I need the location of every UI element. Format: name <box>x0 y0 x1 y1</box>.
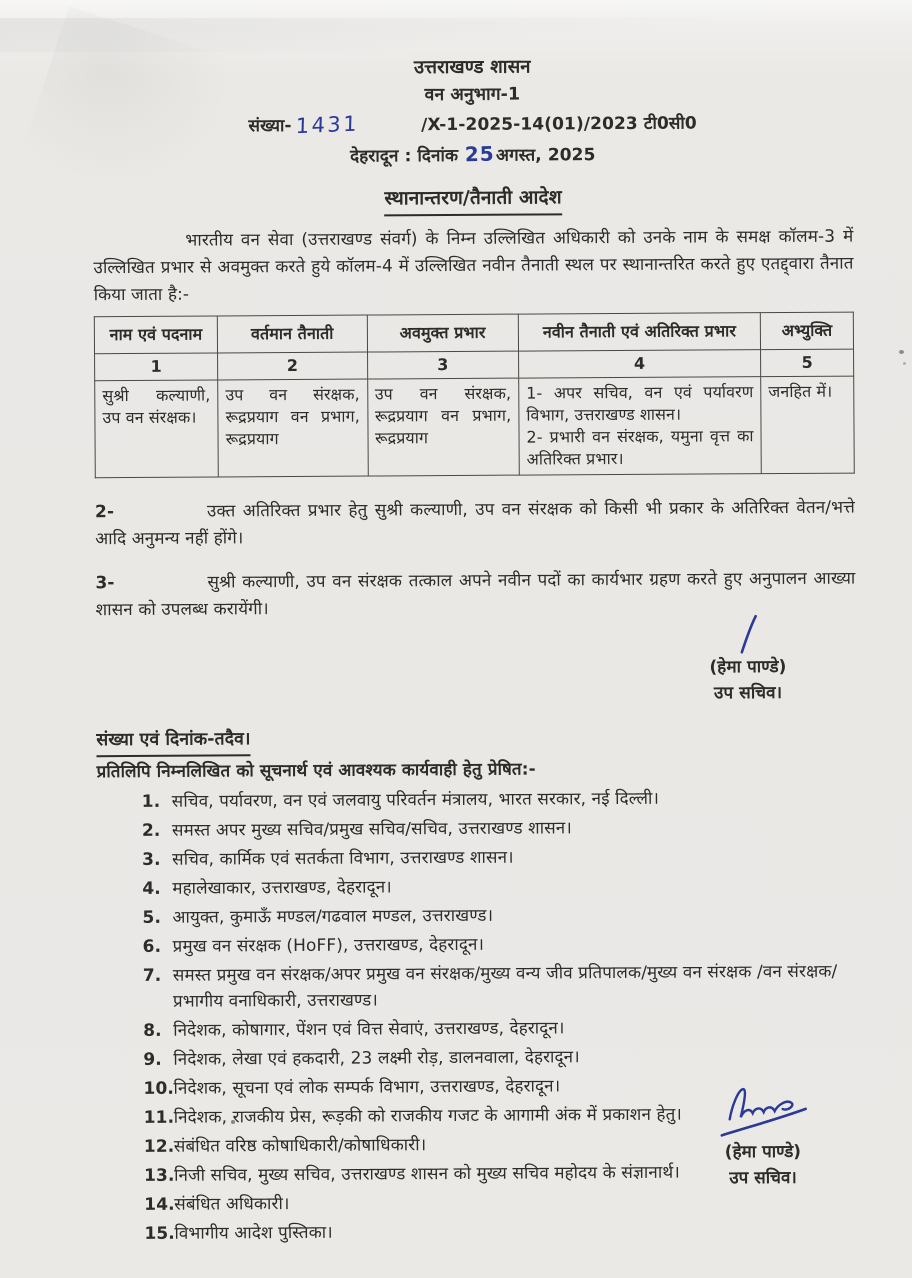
paragraph-2 <box>95 495 855 554</box>
paragraph-3-number: 3- <box>95 573 115 594</box>
cell-name-designation: सुश्री कल्याणी, उप वन संरक्षक। <box>95 380 219 478</box>
table-header-row <box>94 312 853 354</box>
item-text: निदेशक, कोषागार, पेंशन एवं वित्त सेवाएं, उत्तराखण्ड, देहरादून। <box>173 1018 565 1041</box>
item-number: 5. <box>142 907 162 928</box>
order-title-wrap <box>93 183 853 219</box>
paragraph-3-text: सुश्री कल्याणी, उप वन संरक्षक तत्काल अपने नवीन पदों का कार्यभार ग्रहण करते हुए अनुपालन आख्या शासन को उपलब्ध करायेंगी। <box>95 568 856 621</box>
item-number: 7. <box>142 965 162 986</box>
copy-section-intro: प्रतिलिपि निम्नलिखित को सूचनार्थ एवं आवश्यक कार्यवाही हेतु प्रेषित:- <box>96 759 536 783</box>
table-row <box>95 376 855 478</box>
list-item <box>98 1043 858 1074</box>
copy-section-heading-wrap <box>96 723 856 758</box>
col-header-name: नाम एवं पदनाम <box>94 316 217 354</box>
col-number: 3 <box>367 351 519 379</box>
cell-released-charge: उप वन संरक्षक, रूद्रप्रयाग वन प्रभाग, रूद्रप्रयाग <box>367 378 519 476</box>
letter-number-handwritten: 1431 <box>295 111 360 139</box>
list-item <box>98 1014 858 1045</box>
copy-section-heading: संख्या एवं दिनांक-तदैव। <box>96 726 250 757</box>
col-header-current-posting: वर्तमान तैनाती <box>217 315 367 353</box>
item-text: निदेशक, राजकीय प्रेस, रूड़की को राजकीय गजट के आगामी अंक में प्रकाशन हेतु। <box>173 1104 682 1128</box>
item-number: 8. <box>143 1020 162 1041</box>
item-text: विभागीय आदेश पुस्तिका। <box>174 1222 333 1244</box>
letter-number-line <box>93 107 853 143</box>
item-text: सचिव, पर्यावरण, वन एवं जलवायु परिवर्तन मंत्रालय, भारत सरकार, नई दिल्ली। <box>171 788 660 812</box>
list-item <box>98 959 858 1016</box>
item-text: निजी सचिव, मुख्य सचिव, उत्तराखण्ड शासन को मुख्य सचिव महोदय के संज्ञानार्थ। <box>173 1162 680 1186</box>
date-typed: अगस्त, 2025 <box>495 145 596 166</box>
col-header-new-posting: नवीन तैनाती एवं अतिरिक्त प्रभार <box>518 313 760 351</box>
list-item <box>97 785 857 816</box>
signatory-designation: उप सचिव। <box>729 1167 797 1189</box>
signatory-name: (हेमा पाण्डे) <box>724 1141 802 1163</box>
list-item <box>97 814 857 845</box>
list-item <box>97 872 857 903</box>
col-number: 2 <box>218 352 368 380</box>
item-number: 3. <box>142 849 161 870</box>
item-number: 11. <box>143 1107 175 1128</box>
col-number: 5 <box>761 349 854 377</box>
new-posting-entry-1: 1- अपर सचिव, वन एवं पर्यावरण विभाग, उत्तराखण्ड शासन। <box>526 382 754 425</box>
letter-number-label: संख्या- <box>248 115 292 137</box>
paragraph-2-text: उक्त अतिरिक्त प्रभार हेतु सुश्री कल्याणी, उप वन संरक्षक को किसी भी प्रकार के अतिरिक्त वेतन/भत्ते आदि अनुमन्य नहीं होंगे। <box>95 497 856 550</box>
col-number: 4 <box>518 350 760 378</box>
list-item <box>99 1217 859 1248</box>
signature-icon <box>708 1083 818 1140</box>
paragraph-2-number: 2- <box>94 502 115 523</box>
item-number: 12. <box>143 1136 175 1157</box>
item-text: निदेशक, सूचना एवं लोक सम्पर्क विभाग, उत्तराखण्ड, देहरादून। <box>173 1076 561 1099</box>
item-number: 2. <box>141 820 161 841</box>
item-text: आयुक्त, कुमाऊँ मण्डल/गढवाल मण्डल, उत्तराखण्ड। <box>172 905 494 928</box>
intro-paragraph: भारतीय वन सेवा (उत्तराखण्ड संवर्ग) के निम्न उल्लिखित अधिकारी को उनके नाम के समक्ष कॉलम-3 में उल्लिखित प्रभार से अवमुक्त करते हुये कॉलम-4 में उल्लिखित नवीन तैनाती स्थल पर स्थानान्तरित करते हुए एतद्द्वारा तैनात किया जाता है:- <box>93 226 854 306</box>
cell-current-posting: उप वन संरक्षक, रूद्रप्रयाग वन प्रभाग, रूद्रप्रयाग <box>218 379 368 477</box>
item-text: समस्त अपर मुख्य सचिव/प्रमुख सचिव/सचिव, उत्तराखण्ड शासन। <box>171 818 572 841</box>
item-text: संबंधित अधिकारी। <box>174 1194 290 1215</box>
letter-number-typed: /X-1-2025-14(01)/2023 टी0सी0 <box>421 113 697 136</box>
government-name: उत्तराखण्ड शासन <box>413 56 531 79</box>
item-text: महालेखाकार, उत्तराखण्ड, देहरादून। <box>172 877 392 899</box>
item-number: 14. <box>144 1194 175 1215</box>
item-number: 15. <box>144 1223 175 1244</box>
list-item <box>97 843 857 874</box>
list-item <box>97 901 857 932</box>
signature-block-1 <box>96 620 857 728</box>
department-section: वन अनुभाग-1 <box>424 84 521 106</box>
date-handwritten: 25 <box>464 141 496 167</box>
item-number: 9. <box>143 1049 162 1070</box>
signature-block-2 <box>678 1083 849 1192</box>
list-item <box>99 1188 859 1219</box>
place-date-label: देहरादून : दिनांक <box>350 145 459 167</box>
item-text: समस्त प्रमुख वन संरक्षक/अपर प्रमुख वन संरक्षक/मुख्य वन्य जीव प्रतिपालक/मुख्य वन संरक्षक /वन संरक्षक/प्रभागीय वनाधिकारी, उत्तराखण्ड। <box>172 961 838 1012</box>
item-text: संबंधित वरिष्ठ कोषाधिकारी/कोषाधिकारी। <box>173 1135 427 1157</box>
col-header-remarks: अभ्युक्ति <box>760 312 853 350</box>
order-title: स्थानान्तरण/तैनाती आदेश <box>384 184 561 216</box>
cell-remarks: जनहित में। <box>761 376 854 474</box>
list-item <box>98 930 858 961</box>
item-text: प्रमुख वन संरक्षक (HoFF), उत्तराखण्ड, देहरादून। <box>172 934 485 957</box>
col-header-released-charge: अवमुक्त प्रभार <box>367 314 519 352</box>
signatory-designation: उप सचिव। <box>713 683 783 704</box>
item-number: 1. <box>141 791 161 812</box>
item-number: 6. <box>142 936 162 957</box>
item-number: 10. <box>143 1078 175 1099</box>
new-posting-entry-2: 2- प्रभारी वन संरक्षक, यमुना वृत्त का अतिरिक्त प्रभार। <box>526 426 754 469</box>
col-number: 1 <box>95 353 218 381</box>
signatory-name: (हेमा पाण्डे) <box>709 656 787 678</box>
item-text: सचिव, कार्मिक एवं सतर्कता विभाग, उत्तराखण्ड शासन। <box>172 847 514 870</box>
item-number: 4. <box>142 878 161 899</box>
item-number: 13. <box>143 1165 175 1186</box>
place-date-line <box>93 138 853 173</box>
signature-mark-icon <box>718 612 778 654</box>
transfer-table <box>94 312 855 479</box>
item-text: निदेशक, लेखा एवं हकदारी, 23 लक्ष्मी रोड़, डालनवाला, देहरादून। <box>173 1047 580 1070</box>
cell-new-posting <box>519 377 762 475</box>
